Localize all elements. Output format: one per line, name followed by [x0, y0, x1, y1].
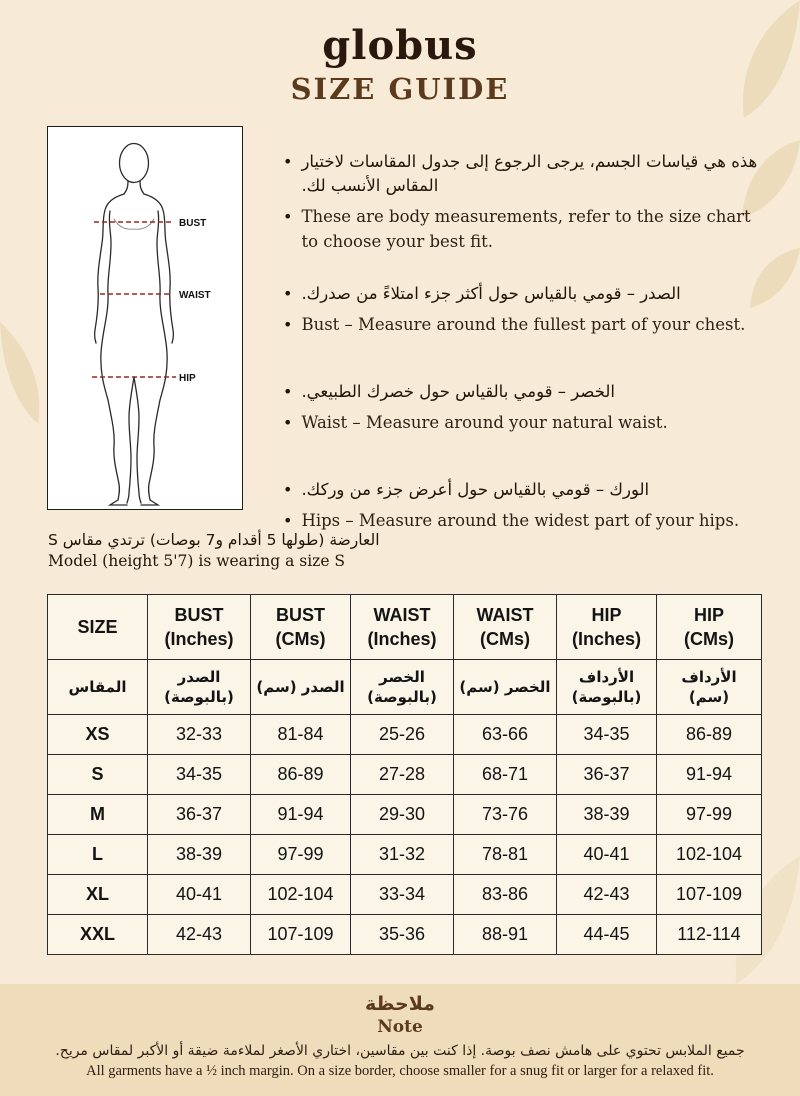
- list-item: [283, 509, 763, 534]
- table-row: [48, 795, 762, 835]
- note-body-ar: جميع الملابس تحتوي على هامش نصف بوصة. إذا كنت بين مقاسين، اختاري الأصغر لملاءمة ضيقة أو الأكبر لمقاس مريح.: [55, 1043, 745, 1059]
- model-note: [48, 531, 468, 570]
- list-item: [283, 380, 763, 404]
- table-cell: 33-34: [351, 875, 454, 915]
- table-header-row-ar: [48, 660, 762, 715]
- table-cell: 29-30: [351, 795, 454, 835]
- hip-text-ar: الورك – قومي بالقياس حول أعرض جزء من وركك.: [301, 479, 650, 499]
- table-cell: 31-32: [351, 835, 454, 875]
- instruction-hip: [283, 478, 763, 534]
- table-row: [48, 715, 762, 755]
- table-cell: L: [48, 835, 148, 875]
- hip-text-en: Hips – Measure around the widest part of your hips.: [301, 510, 740, 530]
- table-cell: 102-104: [251, 875, 351, 915]
- col-header-hip-cm-ar: الأرداف (سم): [657, 660, 762, 715]
- waist-text-ar: الخصر – قومي بالقياس حول خصرك الطبيعي.: [301, 382, 615, 402]
- table-cell: XL: [48, 875, 148, 915]
- table-cell: 25-26: [351, 715, 454, 755]
- table-cell: 97-99: [251, 835, 351, 875]
- table-header-row-en: [48, 595, 762, 660]
- table-cell: 34-35: [557, 715, 657, 755]
- table-cell: 36-37: [148, 795, 251, 835]
- model-note-ar: العارضة (طولها 5 أقدام و7 بوصات) ترتدي مقاس S: [48, 531, 380, 549]
- bust-text-en: Bust – Measure around the fullest part of your chest.: [301, 315, 746, 335]
- note-band: [0, 984, 800, 1096]
- table-cell: 35-36: [351, 915, 454, 955]
- table-cell: 78-81: [454, 835, 557, 875]
- table-cell: 107-109: [657, 875, 762, 915]
- bullet-icon: [283, 282, 292, 306]
- col-header-size-ar: المقاس: [48, 660, 148, 715]
- instruction-waist: [283, 380, 763, 436]
- waist-label: WAIST: [179, 290, 211, 301]
- table-cell: 63-66: [454, 715, 557, 755]
- table-cell: XS: [48, 715, 148, 755]
- hip-label: HIP: [179, 373, 196, 384]
- col-header-bust-in-ar: الصدر (بالبوصة): [148, 660, 251, 715]
- table-cell: 44-45: [557, 915, 657, 955]
- list-item: [283, 313, 763, 338]
- intro-text-ar: هذه هي قياسات الجسم، يرجى الرجوع إلى جدول المقاسات لاختيار المقاس الأنسب لك.: [301, 152, 758, 195]
- bust-label: BUST: [179, 218, 207, 229]
- bullet-icon: [283, 478, 292, 502]
- page-title: SIZE GUIDE: [290, 72, 510, 106]
- col-header-bust-cm-ar: الصدر (سم): [251, 660, 351, 715]
- table-cell: 88-91: [454, 915, 557, 955]
- bullet-icon: [283, 313, 292, 338]
- col-header-hip-in: HIP (Inches): [557, 595, 657, 660]
- table-cell: 83-86: [454, 875, 557, 915]
- list-item: [283, 205, 763, 255]
- table-cell: 68-71: [454, 755, 557, 795]
- table-cell: M: [48, 795, 148, 835]
- note-body-en: All garments have a ½ inch margin. On a size border, choose smaller for a snug fit or larger for a relaxed fit.: [86, 1063, 714, 1079]
- table-cell: 102-104: [657, 835, 762, 875]
- col-header-waist-cm-ar: الخصر (سم): [454, 660, 557, 715]
- brand-logo: globus: [322, 22, 478, 69]
- table-row: [48, 835, 762, 875]
- table-row: [48, 755, 762, 795]
- figure-head: [120, 144, 149, 183]
- table-cell: 91-94: [657, 755, 762, 795]
- table-cell: 91-94: [251, 795, 351, 835]
- col-header-bust-cm: BUST (CMs): [251, 595, 351, 660]
- table-cell: 97-99: [657, 795, 762, 835]
- col-header-hip-in-ar: الأرداف (بالبوصة): [557, 660, 657, 715]
- bullet-icon: [283, 150, 292, 198]
- decorative-leaf-left: [0, 322, 52, 450]
- table-cell: 40-41: [557, 835, 657, 875]
- table-cell: 40-41: [148, 875, 251, 915]
- bullet-icon: [283, 411, 292, 436]
- table-cell: 38-39: [557, 795, 657, 835]
- intro-text-en: These are body measurements, refer to the size chart to choose your best fit.: [301, 206, 751, 251]
- body-figure-svg: [48, 127, 241, 508]
- col-header-size: SIZE: [48, 595, 148, 660]
- table-cell: 112-114: [657, 915, 762, 955]
- table-row: [48, 915, 762, 955]
- bullet-icon: [283, 509, 292, 534]
- table-cell: 81-84: [251, 715, 351, 755]
- figure-box: [47, 126, 243, 510]
- table-cell: 34-35: [148, 755, 251, 795]
- list-item: [283, 411, 763, 436]
- table-cell: 73-76: [454, 795, 557, 835]
- table-row: [48, 875, 762, 915]
- col-header-waist-in-ar: الخصر (بالبوصة): [351, 660, 454, 715]
- bullet-icon: [283, 380, 292, 404]
- table-cell: 42-43: [557, 875, 657, 915]
- col-header-waist-in: WAIST (Inches): [351, 595, 454, 660]
- instruction-intro: [283, 150, 763, 254]
- model-note-en: Model (height 5'7) is wearing a size S: [48, 552, 346, 570]
- table-cell: 27-28: [351, 755, 454, 795]
- list-item: [283, 282, 763, 306]
- col-header-hip-cm: HIP (CMs): [657, 595, 762, 660]
- table-cell: 38-39: [148, 835, 251, 875]
- table-cell: 36-37: [557, 755, 657, 795]
- table-cell: XXL: [48, 915, 148, 955]
- col-header-bust-in: BUST (Inches): [148, 595, 251, 660]
- bust-text-ar: الصدر – قومي بالقياس حول أكثر جزء امتلاءً من صدرك.: [301, 284, 681, 304]
- list-item: [283, 478, 763, 502]
- table-cell: 107-109: [251, 915, 351, 955]
- table-cell: 32-33: [148, 715, 251, 755]
- instructions-list: [283, 150, 763, 560]
- table-cell: 86-89: [657, 715, 762, 755]
- bullet-icon: [283, 205, 292, 255]
- size-table: [47, 594, 762, 955]
- col-header-waist-cm: WAIST (CMs): [454, 595, 557, 660]
- table-cell: S: [48, 755, 148, 795]
- note-title-en: Note: [377, 1017, 423, 1037]
- table-cell: 42-43: [148, 915, 251, 955]
- list-item: [283, 150, 763, 198]
- table-cell: 86-89: [251, 755, 351, 795]
- note-title-ar: ملاحظة: [365, 993, 435, 1015]
- waist-text-en: Waist – Measure around your natural waist.: [301, 413, 668, 433]
- instruction-bust: [283, 282, 763, 338]
